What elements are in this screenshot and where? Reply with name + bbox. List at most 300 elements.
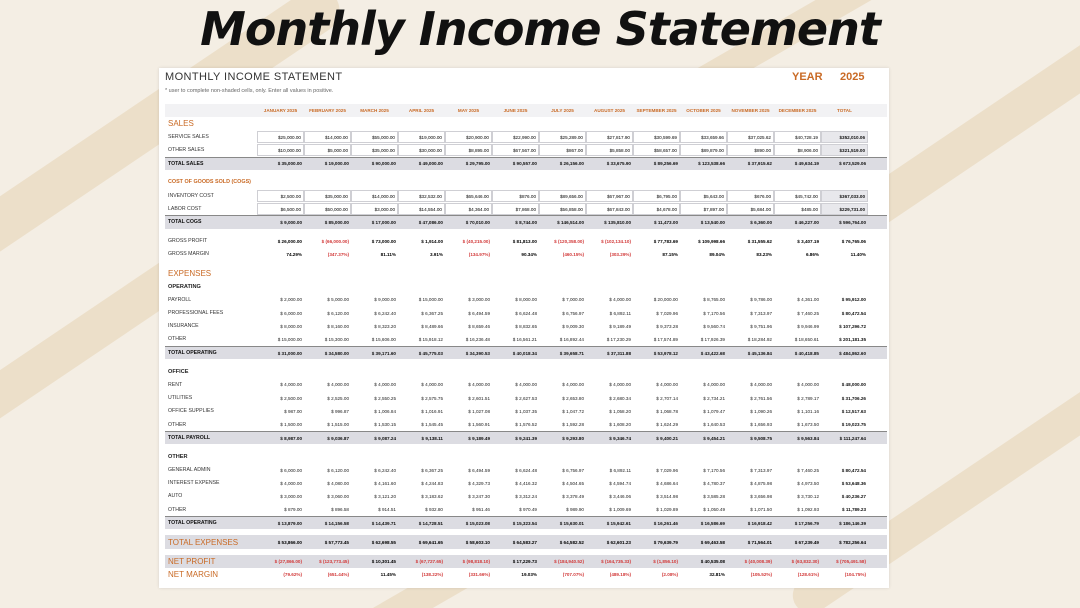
row-label: LABOR COST xyxy=(168,205,202,212)
value-cell: $ 135,810.00 xyxy=(604,219,631,225)
value-cell: $ 1,530.15 xyxy=(374,422,396,428)
value-cell: $ 26,000.00 xyxy=(277,238,302,244)
statement-row xyxy=(165,306,887,319)
input-cell[interactable]: $58,657.00 xyxy=(633,144,680,156)
value-cell: $ 17,229.73 xyxy=(512,558,537,564)
row-label: OTHER xyxy=(168,421,187,428)
value-cell: $ 43,422.68 xyxy=(700,350,725,356)
value-cell: $ 9,241.39 xyxy=(515,435,537,441)
statement-row xyxy=(165,464,887,477)
value-cell: $ 3,000.00 xyxy=(468,297,490,303)
value-cell: $ (120,358.00) xyxy=(554,238,584,244)
input-cell[interactable]: $3,000.00 xyxy=(351,203,398,215)
value-cell: $ 64,582.52 xyxy=(559,539,584,545)
value-cell: $ 14,156.58 xyxy=(324,520,349,526)
value-cell: $ 62,698.55 xyxy=(371,539,396,545)
value-cell: $ 6,624.48 xyxy=(515,467,537,473)
value-cell: $ 1,079.47 xyxy=(703,408,725,414)
row-label: GENERAL ADMIN xyxy=(168,467,211,474)
value-cell: $ 8,000.00 xyxy=(515,297,537,303)
value-cell: $ 1,914.00 xyxy=(421,238,443,244)
row-label: INVENTORY COST xyxy=(168,192,214,199)
input-cell[interactable]: $30,000.00 xyxy=(398,144,445,156)
input-cell[interactable]: $67,843.00 xyxy=(586,203,633,215)
row-label: TOTAL OPERATING xyxy=(168,350,217,357)
statement-rows xyxy=(165,117,887,581)
input-cell[interactable]: $5,858.00 xyxy=(586,144,633,156)
input-cell[interactable]: $5,643.00 xyxy=(680,190,727,202)
value-cell: $ 9,138.11 xyxy=(421,435,443,441)
value-cell: 19.03% xyxy=(521,571,537,577)
statement-row xyxy=(165,320,887,333)
value-cell: $ 16,892.44 xyxy=(559,336,584,342)
value-cell: $ 914.51 xyxy=(378,507,396,513)
input-cell[interactable]: $5,684.00 xyxy=(727,203,774,215)
value-cell: $ 62,601.23 xyxy=(606,539,631,545)
value-cell: $ 40,236.27 xyxy=(841,493,866,499)
value-cell: $ 39,658.71 xyxy=(559,350,584,356)
sheet-title: MONTHLY INCOME STATEMENT xyxy=(165,71,343,83)
input-cell[interactable]: $10,000.00 xyxy=(257,144,304,156)
value-cell: $ 1,027.08 xyxy=(468,408,490,414)
statement-row xyxy=(165,378,887,391)
value-cell: $ 49,000.00 xyxy=(418,161,443,167)
value-cell: $ 9,786.00 xyxy=(750,297,772,303)
statement-row xyxy=(165,333,887,346)
value-cell: $ (1,856.10) xyxy=(653,558,678,564)
statement-row xyxy=(165,215,887,228)
value-cell: $ 14,439.71 xyxy=(371,520,396,526)
value-cell: $ 4,000.00 xyxy=(562,382,584,388)
input-cell[interactable]: $67,567.00 xyxy=(492,144,539,156)
value-cell: $ 1,515.00 xyxy=(327,422,349,428)
value-cell: $ 64,583.27 xyxy=(512,539,537,545)
value-cell: $ 3,312.24 xyxy=(515,493,537,499)
row-label: GROSS MARGIN xyxy=(168,251,209,258)
value-cell: $ 6,242.40 xyxy=(374,310,396,316)
input-cell[interactable]: $5,000.00 xyxy=(304,144,351,156)
value-cell: $ 53,978.12 xyxy=(653,350,678,356)
value-cell: $ 17,230.29 xyxy=(606,336,631,342)
value-cell: $ 15,000.00 xyxy=(277,336,302,342)
value-cell: $ 2,550.25 xyxy=(374,395,396,401)
value-cell: $ 1,058.20 xyxy=(609,408,631,414)
value-cell: $ 6,756.97 xyxy=(562,310,584,316)
income-statement-sheet xyxy=(159,68,889,588)
input-cell[interactable]: $37,025.62 xyxy=(727,131,774,143)
value-cell: $ 16,586.69 xyxy=(700,520,725,526)
value-cell: $ 15,300.00 xyxy=(324,336,349,342)
input-cell[interactable]: $55,000.00 xyxy=(351,131,398,143)
value-cell: $ (184,940.52) xyxy=(554,558,584,564)
value-cell: $ 1,624.29 xyxy=(656,422,678,428)
value-cell: $ 3,121.20 xyxy=(374,493,396,499)
column-header: NOVEMBER 2025 xyxy=(731,108,770,113)
value-cell: $ (40,215.00) xyxy=(462,238,490,244)
value-cell: $ 1,092.93 xyxy=(797,507,819,513)
value-cell: $ 31,000.00 xyxy=(277,350,302,356)
column-header: JUNE 2025 xyxy=(503,108,528,113)
value-cell: $ 13,540.00 xyxy=(700,219,725,225)
statement-row xyxy=(165,346,887,359)
input-cell[interactable]: $35,000.00 xyxy=(351,144,398,156)
value-cell: $ 1,071.50 xyxy=(750,507,772,513)
row-label: TOTAL OPERATING xyxy=(168,520,217,527)
value-cell: $ 9,000.00 xyxy=(374,297,396,303)
value-cell: $ 6,000.00 xyxy=(280,310,302,316)
value-cell: $ 4,000.00 xyxy=(797,382,819,388)
input-cell[interactable]: $65,646.00 xyxy=(445,190,492,202)
statement-row xyxy=(165,516,887,529)
value-cell: $ 9,189.49 xyxy=(609,323,631,329)
value-cell: $ 79,639.79 xyxy=(653,539,678,545)
value-cell: $ 4,244.83 xyxy=(421,480,443,486)
value-cell: $ 7,460.25 xyxy=(797,467,819,473)
value-cell: (707.07%) xyxy=(562,571,584,577)
value-cell: (489.18%) xyxy=(609,571,631,577)
value-cell: $ (164,735.33) xyxy=(601,558,631,564)
row-label: INSURANCE xyxy=(168,323,199,330)
value-cell: $ 1,608.20 xyxy=(609,422,631,428)
year-input[interactable]: 2025 xyxy=(840,71,865,83)
value-cell: $ 8,987.00 xyxy=(280,435,302,441)
value-cell: 74.29% xyxy=(286,251,302,257)
value-cell: $ 95,912.00 xyxy=(841,297,866,303)
input-cell[interactable]: $89,656.00 xyxy=(539,190,586,202)
value-cell: $ 3,585.28 xyxy=(703,493,725,499)
input-cell[interactable]: $25,289.00 xyxy=(539,131,586,143)
input-cell[interactable]: $25,000.00 xyxy=(257,131,304,143)
row-label: TOTAL SALES xyxy=(168,160,204,167)
value-cell: $ (40,008.39) xyxy=(744,558,772,564)
value-cell: $ 596,764.00 xyxy=(839,219,866,225)
value-cell: $ 6,494.59 xyxy=(468,467,490,473)
value-cell: $ 2,525.00 xyxy=(327,395,349,401)
value-cell: $ 8,160.00 xyxy=(327,323,349,329)
input-cell[interactable]: $14,554.00 xyxy=(398,203,445,215)
value-cell: $ 9,293.80 xyxy=(562,435,584,441)
value-cell: $ 9,189.49 xyxy=(468,435,490,441)
value-cell: $ 7,313.97 xyxy=(750,310,772,316)
value-cell: $ 1,029.89 xyxy=(656,507,678,513)
input-cell[interactable]: $45,742.00 xyxy=(774,190,821,202)
value-cell: (105.52%) xyxy=(750,571,772,577)
value-cell: (651.44%) xyxy=(327,571,349,577)
value-cell: $ 33,675.90 xyxy=(606,161,631,167)
value-cell: (2.08%) xyxy=(661,571,678,577)
row-label: AUTO xyxy=(168,493,183,500)
row-label: OTHER xyxy=(168,336,187,343)
value-cell: $ 2,680.34 xyxy=(609,395,631,401)
column-header: FEBRUARY 2025 xyxy=(309,108,346,113)
input-cell[interactable]: $22,990.00 xyxy=(492,131,539,143)
value-cell: (460.15%) xyxy=(562,251,584,257)
value-cell: $ 26,156.00 xyxy=(559,161,584,167)
value-cell: (347.37%) xyxy=(327,251,349,257)
value-cell: $ 1,050.49 xyxy=(703,507,725,513)
input-cell[interactable]: $6,795.00 xyxy=(633,190,680,202)
input-cell[interactable]: $89,879.00 xyxy=(680,144,727,156)
section-heading-row xyxy=(165,267,887,280)
value-cell: $ 7,170.56 xyxy=(703,310,725,316)
value-cell: $ 69,641.65 xyxy=(418,539,443,545)
value-cell: $ 879.00 xyxy=(284,507,302,513)
section-heading-row xyxy=(165,280,887,293)
value-cell: $ 90,000.00 xyxy=(371,161,396,167)
value-cell: $ 9,400.21 xyxy=(656,435,678,441)
column-header: MAY 2025 xyxy=(457,108,480,113)
row-label: OFFICE xyxy=(168,368,189,375)
value-cell: $ 111,247.64 xyxy=(839,435,866,441)
value-cell: $ 3,183.62 xyxy=(421,493,443,499)
statement-row xyxy=(165,490,887,503)
input-cell[interactable]: $4,678.00 xyxy=(633,203,680,215)
value-cell: $ 8,489.66 xyxy=(421,323,443,329)
value-cell: $ 1,576.52 xyxy=(515,422,537,428)
input-cell[interactable]: $14,000.00 xyxy=(351,190,398,202)
value-cell: $ 4,000.00 xyxy=(703,382,725,388)
value-cell: $ 8,744.00 xyxy=(515,219,537,225)
value-cell: $ 2,575.75 xyxy=(421,395,443,401)
row-label: PAYROLL xyxy=(168,296,192,303)
value-cell: $ 34,580.00 xyxy=(324,350,349,356)
value-cell: 32.81% xyxy=(709,571,725,577)
column-header: APRIL 2025 xyxy=(408,108,435,113)
value-cell: (134.97%) xyxy=(468,251,490,257)
input-cell[interactable]: $4,364.00 xyxy=(445,203,492,215)
row-label: TOTAL COGS xyxy=(168,219,202,226)
value-cell: $ 3,060.00 xyxy=(327,493,349,499)
value-cell: $ 11,473.00 xyxy=(653,219,678,225)
value-cell: $ 3,407.19 xyxy=(797,238,819,244)
value-cell: $ 29,795.00 xyxy=(465,161,490,167)
value-cell: $ 31,555.62 xyxy=(747,238,772,244)
value-cell: $ 107,296.72 xyxy=(839,323,866,329)
value-cell: 11.45% xyxy=(380,571,396,577)
value-cell: $ 1,500.00 xyxy=(280,422,302,428)
value-cell: (79.62%) xyxy=(283,571,302,577)
value-cell: $ 46,227.00 xyxy=(794,219,819,225)
value-cell: $ 4,000.00 xyxy=(374,382,396,388)
value-cell: $ 6,624.48 xyxy=(515,310,537,316)
section-heading-row xyxy=(165,450,887,463)
row-label: RENT xyxy=(168,381,183,388)
value-cell: $ 3,730.12 xyxy=(797,493,819,499)
row-label: NET MARGIN xyxy=(168,569,219,579)
value-cell: $ 2,707.14 xyxy=(656,395,678,401)
value-cell: $ 6,892.11 xyxy=(609,310,631,316)
input-cell[interactable]: $890.00 xyxy=(727,144,774,156)
column-header: DECEMBER 2025 xyxy=(778,108,817,113)
value-cell: $ 989.90 xyxy=(566,507,584,513)
row-label: OTHER xyxy=(168,506,187,513)
input-cell[interactable]: $676.00 xyxy=(727,190,774,202)
column-header: AUGUST 2025 xyxy=(594,108,625,113)
input-cell[interactable]: $485.00 xyxy=(774,203,821,215)
value-cell: $ 1,560.91 xyxy=(468,422,490,428)
value-cell: $ 18,284.92 xyxy=(747,336,772,342)
row-label: OTHER xyxy=(168,453,188,460)
value-cell: $ 1,090.26 xyxy=(750,408,772,414)
row-label: EXPENSES xyxy=(168,268,212,278)
input-cell[interactable]: $867.00 xyxy=(539,144,586,156)
value-cell: $ 10,301.45 xyxy=(371,558,396,564)
value-cell: 83.23% xyxy=(756,251,772,257)
input-cell[interactable]: $7,868.00 xyxy=(492,203,539,215)
column-header: SEPTEMBER 2025 xyxy=(636,108,677,113)
value-cell: $ 4,973.50 xyxy=(797,480,819,486)
value-cell: $ 17,926.39 xyxy=(700,336,725,342)
value-cell: $ 15,942.61 xyxy=(606,520,631,526)
column-header: MARCH 2025 xyxy=(360,108,389,113)
value-cell: $ 47,086.00 xyxy=(418,219,443,225)
value-cell: $ 80,472.54 xyxy=(841,467,866,473)
input-cell[interactable]: $35,000.00 xyxy=(304,190,351,202)
value-cell: $ 896.58 xyxy=(331,507,349,513)
statement-table xyxy=(165,104,887,581)
value-cell: $ 6,120.00 xyxy=(327,310,349,316)
value-cell: $ 6,000.00 xyxy=(280,467,302,473)
value-cell: $ 71,564.01 xyxy=(747,539,772,545)
value-cell: $ 11,789.23 xyxy=(841,507,866,513)
value-cell: $ 2,000.00 xyxy=(280,297,302,303)
value-cell: $ 2,761.56 xyxy=(750,395,772,401)
value-cell: $ 15,630.01 xyxy=(559,520,584,526)
input-cell[interactable]: $8,895.00 xyxy=(445,144,492,156)
column-header-row xyxy=(165,104,887,117)
value-cell: $ 4,504.65 xyxy=(562,480,584,486)
input-cell[interactable]: $7,897.00 xyxy=(680,203,727,215)
value-cell: $ 109,998.66 xyxy=(698,238,725,244)
statement-row xyxy=(165,418,887,431)
input-cell[interactable]: $19,000.00 xyxy=(398,131,445,143)
input-cell[interactable]: $50,000.00 xyxy=(304,203,351,215)
value-cell: $ 951.46 xyxy=(472,507,490,513)
value-cell: 87.15% xyxy=(662,251,678,257)
value-cell: (128.61%) xyxy=(797,571,819,577)
input-cell[interactable]: $56,858.00 xyxy=(539,203,586,215)
input-cell[interactable]: $30,599.69 xyxy=(633,131,680,143)
input-cell[interactable]: $6,500.00 xyxy=(257,203,304,215)
input-cell[interactable]: $14,000.00 xyxy=(304,131,351,143)
value-cell: $ 987.00 xyxy=(284,408,302,414)
row-label: SALES xyxy=(168,119,194,129)
input-cell[interactable]: $40,728.19 xyxy=(774,131,821,143)
value-cell: (303.29%) xyxy=(609,251,631,257)
value-cell: $ 146,514.00 xyxy=(557,219,584,225)
input-cell[interactable]: $8,906.00 xyxy=(774,144,821,156)
value-cell: $ 932.80 xyxy=(425,507,443,513)
value-cell: $ 49,634.19 xyxy=(794,161,819,167)
value-cell: $ 40,535.08 xyxy=(700,558,725,564)
statement-row xyxy=(165,143,887,156)
value-cell: $ (705,491.58) xyxy=(836,558,866,564)
value-cell: $ 90,557.00 xyxy=(512,161,537,167)
value-cell: $ 1,592.28 xyxy=(562,422,584,428)
value-cell: $ 2,653.80 xyxy=(562,395,584,401)
value-cell: $ 40,418.85 xyxy=(794,350,819,356)
value-cell: $ 3,446.06 xyxy=(609,493,631,499)
input-cell[interactable]: $67,967.00 xyxy=(586,190,633,202)
value-cell: $ 9,036.87 xyxy=(327,435,349,441)
value-cell: $ 484,862.60 xyxy=(839,350,866,356)
value-cell: $ (66,000.00) xyxy=(321,238,349,244)
value-cell: $ 53,648.36 xyxy=(841,480,866,486)
value-cell: $ 17,574.89 xyxy=(653,336,678,342)
value-cell: $ 15,023.08 xyxy=(465,520,490,526)
value-cell: $ 53,866.00 xyxy=(277,539,302,545)
value-cell: $ 19,023.75 xyxy=(841,422,866,428)
input-cell[interactable]: $20,900.00 xyxy=(445,131,492,143)
value-cell: $ 186,146.39 xyxy=(839,520,866,526)
sheet-header xyxy=(159,68,889,100)
value-cell: $ 7,313.97 xyxy=(750,467,772,473)
row-label: NET PROFIT xyxy=(168,556,216,566)
value-cell: $ 4,000.00 xyxy=(280,480,302,486)
value-cell: (104.75%) xyxy=(844,571,866,577)
value-cell: $ 1,068.78 xyxy=(656,408,678,414)
input-cell[interactable]: $876.00 xyxy=(492,190,539,202)
column-header: JANUARY 2025 xyxy=(263,108,298,113)
value-cell: $ 4,000.00 xyxy=(421,382,443,388)
value-cell: $ 48,000.00 xyxy=(841,382,866,388)
value-cell: $ 77,783.69 xyxy=(653,238,678,244)
value-cell: $ 39,171.60 xyxy=(371,350,396,356)
value-cell: $ 3,000.00 xyxy=(280,493,302,499)
section-heading-row xyxy=(165,365,887,378)
row-label: OTHER SALES xyxy=(168,146,205,153)
value-cell: $ 7,029.96 xyxy=(656,310,678,316)
value-cell: $ 6,756.97 xyxy=(562,467,584,473)
statement-row xyxy=(165,431,887,444)
value-cell: $ 20,000.00 xyxy=(653,297,678,303)
value-cell: $ (63,832.30) xyxy=(791,558,819,564)
value-cell: $ 80,472.54 xyxy=(841,310,866,316)
value-cell: $ 40,018.34 xyxy=(512,350,537,356)
value-cell: $ 9,508.75 xyxy=(750,435,772,441)
value-cell: $ 1,009.69 xyxy=(609,507,631,513)
row-label: SERVICE SALES xyxy=(168,133,209,140)
value-cell: $ 4,000.00 xyxy=(468,382,490,388)
input-cell: $367,033.00 xyxy=(821,190,868,202)
value-cell: $ 8,000.00 xyxy=(280,323,302,329)
value-cell: $ 4,594.74 xyxy=(609,480,631,486)
column-header: OCTOBER 2025 xyxy=(686,108,721,113)
value-cell: $ 4,000.00 xyxy=(750,382,772,388)
value-cell: $ 782,256.64 xyxy=(839,539,866,545)
input-cell[interactable]: $27,817.90 xyxy=(586,131,633,143)
value-cell: $ 996.87 xyxy=(331,408,349,414)
input-cell[interactable]: $32,532.00 xyxy=(398,190,445,202)
value-cell: $ 16,261.46 xyxy=(653,520,678,526)
value-cell: $ 89,256.69 xyxy=(653,161,678,167)
value-cell: $ 4,875.98 xyxy=(750,480,772,486)
input-cell[interactable]: $33,659.66 xyxy=(680,131,727,143)
value-cell: $ 16,236.48 xyxy=(465,336,490,342)
value-cell: $ 1,656.93 xyxy=(750,422,772,428)
value-cell: $ 17,256.79 xyxy=(794,520,819,526)
value-cell: $ 123,538.66 xyxy=(698,161,725,167)
value-cell: $ 37,311.88 xyxy=(606,350,631,356)
value-cell: $ 16,561.21 xyxy=(512,336,537,342)
value-cell: 11.40% xyxy=(850,251,866,257)
value-cell: $ 6,242.40 xyxy=(374,467,396,473)
section-heading-row xyxy=(165,176,887,189)
value-cell: $ 2,500.00 xyxy=(280,395,302,401)
value-cell: $ 4,416.32 xyxy=(515,480,537,486)
input-cell[interactable]: $2,500.00 xyxy=(257,190,304,202)
value-cell: $ 76,765.06 xyxy=(841,238,866,244)
